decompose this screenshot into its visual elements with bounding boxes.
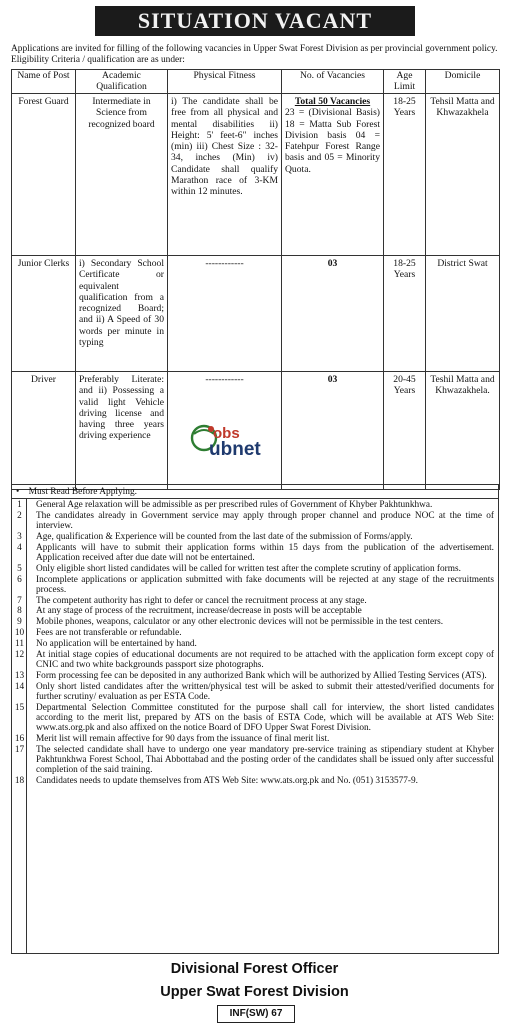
list-item [12,543,498,564]
list-item-number: 7 [17,595,22,606]
signatory-title: Divisional Forest Officer [170,961,339,977]
list-item-text: Incomplete applications or application submitted with fake documents will be rejected at any stage of the recruitments process. [36,574,494,595]
cell-vacancies: 03 [282,256,384,372]
list-item-number: 1 [17,500,22,510]
vacancies-detail: 23 = (Divisional Basis) 18 = Matta Sub Forest Division basis 04 = Fatehpur Forest Range basis and 05 = Minority Quota. [285,107,380,175]
list-item [12,511,498,532]
watermark-line1: obs [213,425,240,442]
list-item [12,500,498,510]
list-item-number: 2 [17,510,22,521]
list-item [12,606,498,616]
list-item-number: 13 [14,670,25,681]
list-item [12,776,498,786]
notes-header-text: Must Read Before Applying. [28,487,137,497]
list-item-text: Mobile phones, weapons, calculator or any other electronic devices will not be permissible in the test centers. [36,617,444,628]
cell-domicile: Tehsil Matta and Khwazakhela [426,94,500,256]
signatory-division: Upper Swat Forest Division [160,984,349,1000]
list-item-text: The candidates already in Government service may apply through proper channel and produce NOC at the time of interview. [36,510,494,532]
reference-number: INF(SW) 67 [217,1005,295,1023]
header-post: Name of Post [12,70,76,94]
list-item-text: Merit list will remain affective for 90 days from the issuance of final merit list. [36,734,330,745]
cell-post: Junior Clerks [12,256,76,372]
list-item-text: Form processing fee can be deposited in any authorized Bank which will be authorized by Allied Testing Services (ATS). [36,670,487,681]
list-item [12,532,498,542]
header-age: Age Limit [384,70,426,94]
list-item [12,671,498,681]
instructions-list [12,500,498,787]
cell-domicile: Teshil Matta and Khwazakhela. [426,372,500,490]
list-item-text: Only eligible short listed candidates will be called for written test after the complete scrutiny of application forms. [36,563,461,574]
cell-domicile: District Swat [426,256,500,372]
list-item-number: 4 [17,542,22,553]
list-item [12,575,498,596]
list-item-text: At any stage of process of the recruitment, increase/decrease in posts will be acceptable [36,606,362,617]
list-item-text: Fees are not transferable or refundable. [36,628,182,639]
cell-post: Forest Guard [12,94,76,256]
list-item-number: 17 [14,744,25,755]
cell-fitness: i) The candidate shall be free from all physical and mental disabilities ii) Height: 5' feet-6" inches (min) iii) Chest Size : 32-34, inches (Min) iv) Candidate shall qualify Marathon race of 3-KM within 12 minutes. [168,94,282,256]
watermark-line2: ubnet [209,439,261,460]
list-item-number: 5 [17,563,22,574]
list-item-text: General Age relaxation will be admissible as per prescribed rules of Government of Khyber Pakhtunkhwa. [36,500,433,510]
notes-header: • Must Read Before Applying. [16,487,137,497]
list-item [12,703,498,734]
list-item-number: 11 [15,638,24,649]
cell-fitness: ------------ [168,256,282,372]
divider [12,498,498,499]
table-row [12,94,500,256]
list-item-number: 6 [17,574,22,585]
list-item-text: No application will be entertained by hand. [36,638,197,649]
cell-age: 18-25 Years [384,94,426,256]
cell-qualification: Intermediate in Science from recognized board [76,94,168,256]
vacancies-total: Total 50 Vacancies [294,96,371,107]
watermark-logo [185,411,275,466]
list-item-number: 15 [14,702,25,713]
list-item [12,628,498,638]
list-item-number: 14 [14,681,25,692]
list-item-text: Applicants will have to submit their application forms within 15 days from the publication of the advertisement. Application received after due date will not be entertained. [36,542,494,563]
page-title: SITUATION VACANT [95,6,415,36]
cell-qualification: Preferably Literate: and ii) Possessing a valid light Vehicle driving license and having three years driving experience [76,372,168,490]
header-vacancies: No. of Vacancies [282,70,384,94]
list-item-text: The competent authority has right to defer or cancel the recruitment process at any stage. [36,595,367,606]
list-item-number: 10 [14,628,25,639]
list-item [12,617,498,627]
list-item-number: 8 [17,606,22,617]
instructions-box [11,484,499,954]
table-header-row [12,70,500,94]
cell-age: 20-45 Years [384,372,426,490]
list-item-text: The selected candidate shall have to undergo one year mandatory pre-service training as stipendiary student at Khyber Pakhtunkhwa Forest School, Thai Abbottabad and the posting order of the candidates shall be issued only after successful completion of the said training. [36,744,494,776]
list-item-number: 18 [14,776,25,787]
list-item [12,745,498,776]
list-item [12,682,498,703]
advertisement [7,6,502,1020]
list-item-text: At initial stage copies of educational documents are not required to be attached with the application form except copy of CNIC and two white backgrounds passport size photographs. [36,649,494,670]
list-item-text: Candidates needs to update themselves from ATS Web Site: www.ats.org.pk and No. (051) 3153577-9. [36,776,419,787]
list-item-text: Departmental Selection Committee constituted for the purpose shall call for interview, the short listed candidates according to the merit list, prepared by ATS on the basis of ESTA Code, which will be available at ATS Web Site: www.ats.org.pk and also affixed on the notice Board of DFO Upper Swat Forest Division. [36,702,494,734]
list-item-text: Only short listed candidates after the written/physical test will be asked to submit their attested/verified documents for further scrutiny/ evaluation as per ESTA Code. [36,681,494,702]
list-item [12,650,498,671]
list-item-number: 9 [17,617,22,628]
cell-vacancies: 03 [282,372,384,490]
cell-qualification: i) Secondary School Certificate or equivalent qualification from a recognized Board; and ii) A Speed of 30 words per minute in typing [76,256,168,372]
header-qualification: Academic Qualification [76,70,168,94]
list-item-number: 16 [14,734,25,745]
list-item [12,596,498,606]
header-fitness: Physical Fitness [168,70,282,94]
cell-fitness: ------------ [168,372,282,490]
cell-age: 18-25 Years [384,256,426,372]
list-item-number: 12 [14,649,25,660]
table-row [12,256,500,372]
list-item [12,639,498,649]
cell-post: Driver [12,372,76,490]
list-item-text: Age, qualification & Experience will be counted from the last date of the submission of Forms/apply. [36,531,413,542]
intro-text: Applications are invited for filling of the following vacancies in Upper Swat Forest Division as per provincial government policy. Eligibility Criteria / qualification are as under: [11,44,498,65]
list-item [12,564,498,574]
header-domicile: Domicile [426,70,500,94]
cell-vacancies [282,94,384,256]
list-item [12,734,498,744]
list-item-number: 3 [17,531,22,542]
